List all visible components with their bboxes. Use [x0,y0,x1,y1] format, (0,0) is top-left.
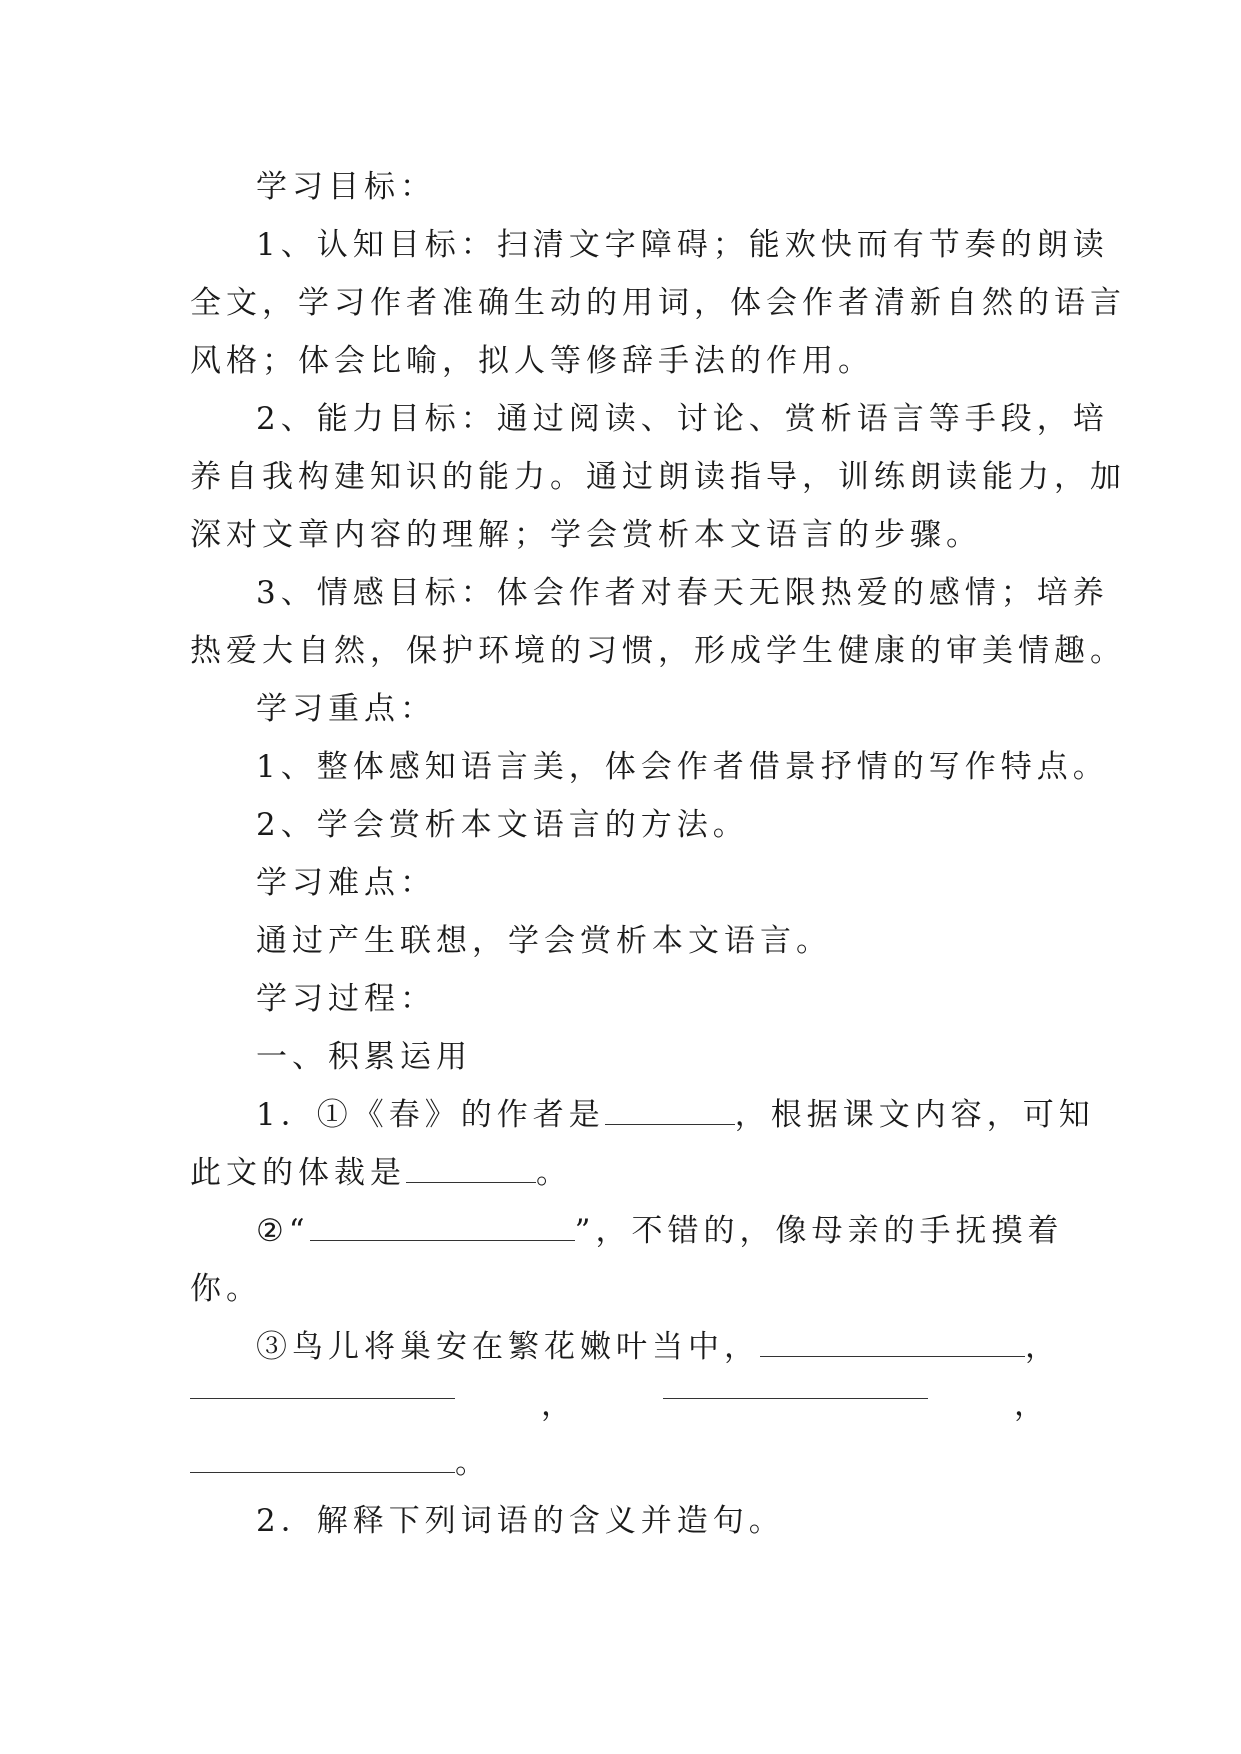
key-point-2: 2、学会赏析本文语言的方法。 [256,807,749,843]
objective-1-line-3: 风格；体会比喻，拟人等修辞手法的作用。 [190,343,874,379]
quote-rest: ”，不错的，像母亲的手抚摸着 [574,1213,1064,1249]
objective-3-line-1: 3、情感目标：体会作者对春天无限热爱的感情；培养 [256,575,1109,611]
key-points-heading: 学习重点： [256,691,436,727]
question-1-genre-prompt: 此文的体裁是 [190,1155,406,1191]
objective-2-line-2: 养自我构建知识的能力。通过朗读指导，训练朗读能力，加 [190,459,1126,495]
quote-open: ②“ [256,1213,310,1249]
question-1-line-7 [190,1434,1050,1492]
question-2: 2．解释下列词语的含义并造句。 [256,1503,785,1539]
comma-mark: ， [1025,1329,1061,1365]
birds-answer-blank-1[interactable] [760,1334,1025,1357]
question-1-line-2 [190,1144,1050,1202]
comma-mark: ， [541,1387,577,1423]
author-answer-blank[interactable] [605,1102,735,1125]
quote-answer-blank[interactable] [310,1218,575,1241]
genre-answer-blank[interactable] [406,1160,536,1183]
comma-mark: ， [1014,1387,1050,1423]
difficulty-1: 通过产生联想，学会赏析本文语言。 [256,923,832,959]
objective-2-line-3: 深对文章内容的理解；学会赏析本文语言的步骤。 [190,517,982,553]
period-mark: 。 [536,1155,572,1191]
question-1-line-4: 你。 [190,1271,262,1307]
birds-answer-blank-4[interactable] [190,1450,455,1473]
section-1-heading: 一、积累运用 [256,1039,472,1075]
question-1-author-prompt: 1．①《春》的作者是 [256,1097,605,1133]
objective-1-line-1: 1、认知目标：扫清文字障碍；能欢快而有节奏的朗读 [256,227,1109,263]
question-1-genre-lead: ，根据课文内容，可知 [734,1097,1095,1133]
document-page [190,158,1126,1550]
question-1-line-6 [190,1376,1050,1434]
objectives-heading: 学习目标： [256,169,436,205]
birds-prompt: ③鸟儿将巢安在繁花嫩叶当中， [256,1329,760,1365]
difficulty-heading: 学习难点： [256,865,436,901]
process-heading: 学习过程： [256,981,436,1017]
birds-answer-blank-2[interactable] [190,1376,455,1399]
objective-1-line-2: 全文，学习作者准确生动的用词，体会作者清新自然的语言 [190,285,1126,321]
birds-answer-blank-3[interactable] [663,1376,928,1399]
question-1-line-3 [190,1202,1064,1260]
objective-3-line-2: 热爱大自然，保护环境的习惯，形成学生健康的审美情趣。 [190,633,1126,669]
period-mark: 。 [455,1445,491,1481]
key-point-1: 1、整体感知语言美，体会作者借景抒情的写作特点。 [256,749,1109,785]
question-1-line-1 [190,1086,1095,1144]
question-1-line-5 [190,1318,1061,1376]
objective-2-line-1: 2、能力目标：通过阅读、讨论、赏析语言等手段，培 [256,401,1109,437]
